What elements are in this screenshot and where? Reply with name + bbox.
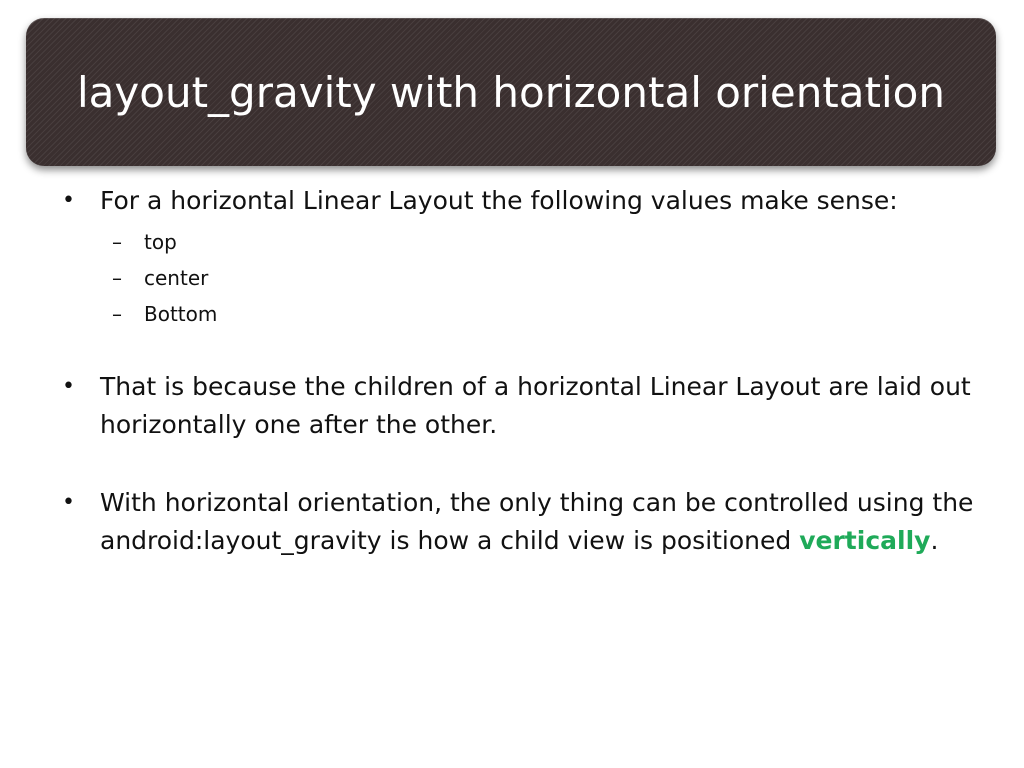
sub-item bbox=[100, 296, 976, 332]
highlight-text: vertically bbox=[799, 526, 931, 555]
bullet-item bbox=[56, 368, 976, 444]
bullet-marker: • bbox=[62, 188, 75, 213]
bullet-marker: • bbox=[62, 490, 75, 515]
sub-item-text: center bbox=[144, 266, 209, 290]
sub-item-text: top bbox=[144, 230, 177, 254]
sub-item-text: Bottom bbox=[144, 302, 218, 326]
bullet-item bbox=[56, 484, 976, 560]
bullet-text: For a horizontal Linear Layout the following values make sense: bbox=[100, 186, 898, 215]
bullet-text bbox=[100, 488, 973, 555]
sub-item bbox=[100, 224, 976, 260]
bullet-marker: • bbox=[62, 374, 75, 399]
slide-title-bar bbox=[26, 18, 996, 166]
sub-item bbox=[100, 260, 976, 296]
bullet-text-before: With horizontal orientation, the only thing can be controlled using the android:layout_gravity is how a child view is positioned bbox=[100, 488, 974, 555]
sub-list bbox=[100, 224, 976, 332]
bullet-text-after: . bbox=[930, 526, 939, 555]
sub-bullet-marker: – bbox=[112, 266, 122, 290]
bullet-item bbox=[56, 182, 976, 332]
bullet-text: That is because the children of a horizontal Linear Layout are laid out horizontally one after the other. bbox=[100, 372, 971, 439]
sub-bullet-marker: – bbox=[112, 230, 122, 254]
sub-bullet-marker: – bbox=[112, 302, 122, 326]
slide-title: layout_gravity with horizontal orientation bbox=[77, 67, 945, 117]
slide-content bbox=[56, 182, 976, 560]
